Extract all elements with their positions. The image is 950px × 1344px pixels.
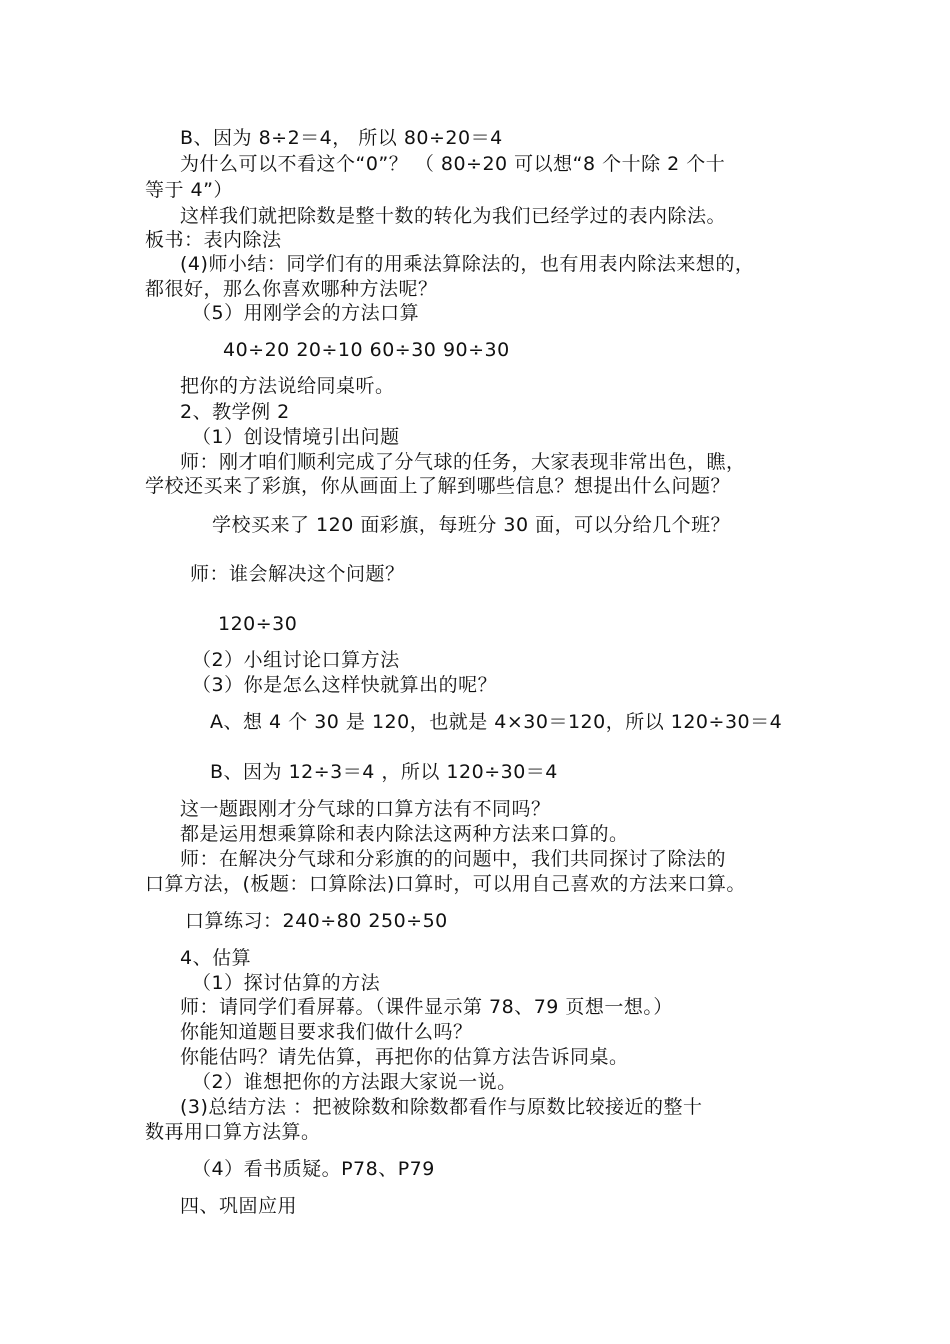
text-line: 学校还买来了彩旗，你从画面上了解到哪些信息？想提出什么问题？ — [145, 475, 731, 497]
text-line: (3)总结方法 ：把被除数和除数都看作与原数比较接近的整十 — [180, 1096, 703, 1118]
text-line: （2）小组讨论口算方法 — [192, 649, 400, 671]
text-line: （2）谁想把你的方法跟大家说一说。 — [192, 1071, 517, 1093]
text-line: 为什么可以不看这个“0”？ （ 80÷20 可以想“8 个十除 2 个十 — [180, 153, 726, 175]
text-line: 这样我们就把除数是整十数的转化为我们已经学过的表内除法。 — [180, 205, 727, 227]
text-line: A、想 4 个 30 是 120，也就是 4×30＝120，所以 120÷30＝4 — [210, 711, 783, 733]
text-line: 师：谁会解决这个问题？ — [190, 563, 405, 585]
text-line: 学校买来了 120 面彩旗，每班分 30 面，可以分给几个班？ — [212, 514, 731, 536]
text-line: 120÷30 — [218, 613, 298, 635]
text-line: （1）创设情境引出问题 — [192, 426, 400, 448]
text-line: (4)师小结：同学们有的用乘法算除法的，也有用表内除法来想的， — [180, 253, 755, 275]
text-line: 口算方法，(板题：口算除法)口算时，可以用自己喜欢的方法来口算。 — [145, 873, 746, 895]
text-line: B、因为 8÷2＝4， 所以 80÷20＝4 — [180, 127, 503, 149]
text-line: 等于 4”） — [145, 179, 233, 201]
text-line: 师：请同学们看屏幕。（课件显示第 78、79 页想一想。） — [180, 996, 673, 1018]
text-line: 你能估吗？请先估算，再把你的估算方法告诉同桌。 — [180, 1046, 629, 1068]
text-line: 师：刚才咱们顺利完成了分气球的任务，大家表现非常出色，瞧， — [180, 451, 746, 473]
text-line: （4）看书质疑。P78、P79 — [192, 1158, 435, 1180]
text-line: 师：在解决分气球和分彩旗的的问题中，我们共同探讨了除法的 — [180, 848, 727, 870]
text-line: （3）你是怎么这样快就算出的呢？ — [192, 674, 498, 696]
text-line: 2、教学例 2 — [180, 401, 290, 423]
text-line: 4、估算 — [180, 947, 252, 969]
text-line: 都很好，那么你喜欢哪种方法呢？ — [145, 278, 438, 300]
text-line: 把你的方法说给同桌听。 — [180, 375, 395, 397]
text-line: 你能知道题目要求我们做什么吗？ — [180, 1021, 473, 1043]
text-line: 口算练习：240÷80 250÷50 — [185, 910, 448, 932]
text-line: 四、巩固应用 — [180, 1195, 298, 1217]
text-line: 这一题跟刚才分气球的口算方法有不同吗？ — [180, 798, 551, 820]
text-line: （1）探讨估算的方法 — [192, 972, 381, 994]
text-line: 板书：表内除法 — [145, 229, 282, 251]
text-line: 40÷20 20÷10 60÷30 90÷30 — [223, 339, 510, 361]
text-line: 数再用口算方法算。 — [145, 1121, 321, 1143]
text-line: B、因为 12÷3＝4 ，所以 120÷30＝4 — [210, 761, 558, 783]
text-line: 都是运用想乘算除和表内除法这两种方法来口算的。 — [180, 823, 629, 845]
text-line: （5）用刚学会的方法口算 — [192, 302, 420, 324]
